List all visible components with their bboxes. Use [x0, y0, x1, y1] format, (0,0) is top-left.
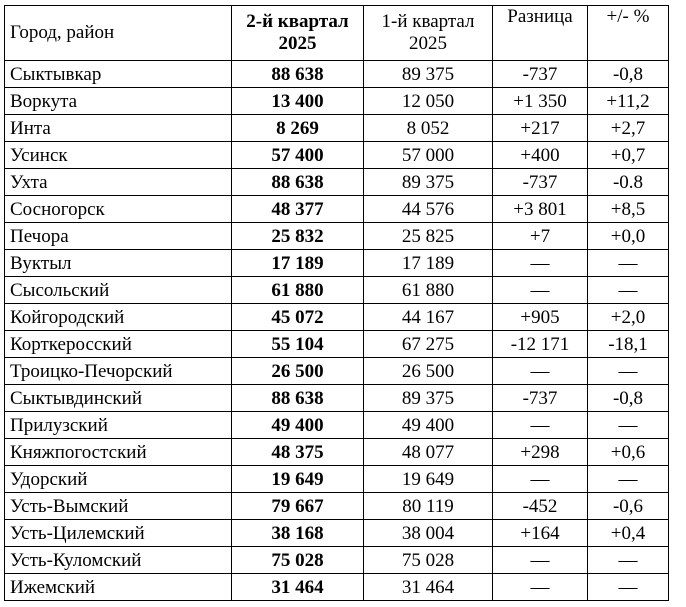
cell-q1: 38 004	[364, 520, 493, 547]
header-q1-line1: 1-й квартал	[381, 11, 475, 32]
cell-q1: 49 400	[364, 412, 493, 439]
cell-q2: 45 072	[232, 304, 364, 331]
cell-pct: —	[588, 412, 669, 439]
cell-city: Троицко-Печорский	[5, 358, 232, 385]
cell-pct: —	[588, 358, 669, 385]
cell-city: Сысольский	[5, 277, 232, 304]
cell-city: Усть-Куломский	[5, 547, 232, 574]
header-row	[5, 6, 669, 61]
cell-city: Воркута	[5, 88, 232, 115]
cell-q1: 75 028	[364, 547, 493, 574]
cell-q1: 31 464	[364, 574, 493, 601]
table-row	[5, 331, 669, 358]
table-row	[5, 385, 669, 412]
cell-q1: 19 649	[364, 466, 493, 493]
cell-q2: 48 377	[232, 196, 364, 223]
cell-city: Печора	[5, 223, 232, 250]
header-q2-line1: 2-й квартал	[246, 11, 349, 32]
cell-diff: —	[493, 466, 588, 493]
cell-q1: 61 880	[364, 277, 493, 304]
cell-q2: 88 638	[232, 385, 364, 412]
table-row	[5, 439, 669, 466]
cell-q1: 89 375	[364, 169, 493, 196]
table-row	[5, 88, 669, 115]
table-row	[5, 115, 669, 142]
cell-pct: +0,6	[588, 439, 669, 466]
data-table	[4, 5, 669, 601]
cell-pct: —	[588, 277, 669, 304]
cell-pct: -0.8	[588, 169, 669, 196]
cell-q2: 48 375	[232, 439, 364, 466]
cell-q1: 48 077	[364, 439, 493, 466]
cell-q2: 88 638	[232, 61, 364, 88]
cell-diff: -737	[493, 61, 588, 88]
cell-city: Вуктыл	[5, 250, 232, 277]
cell-diff: —	[493, 277, 588, 304]
cell-city: Сыктывдинский	[5, 385, 232, 412]
cell-city: Княжпогостский	[5, 439, 232, 466]
cell-q2: 26 500	[232, 358, 364, 385]
cell-diff: -737	[493, 169, 588, 196]
cell-q2: 38 168	[232, 520, 364, 547]
cell-q2: 55 104	[232, 331, 364, 358]
cell-q2: 17 189	[232, 250, 364, 277]
cell-q2: 79 667	[232, 493, 364, 520]
cell-diff: +164	[493, 520, 588, 547]
cell-diff: +7	[493, 223, 588, 250]
cell-pct: -0,8	[588, 61, 669, 88]
cell-city: Ижемский	[5, 574, 232, 601]
cell-city: Усинск	[5, 142, 232, 169]
table-row	[5, 169, 669, 196]
table-row	[5, 277, 669, 304]
cell-pct: +8,5	[588, 196, 669, 223]
cell-city: Ухта	[5, 169, 232, 196]
cell-q1: 89 375	[364, 385, 493, 412]
cell-q1: 12 050	[364, 88, 493, 115]
cell-pct: —	[588, 547, 669, 574]
header-q1	[364, 6, 493, 61]
cell-city: Сосногорск	[5, 196, 232, 223]
cell-pct: +0,0	[588, 223, 669, 250]
cell-city: Усть-Цилемский	[5, 520, 232, 547]
cell-q2: 31 464	[232, 574, 364, 601]
cell-diff: —	[493, 412, 588, 439]
cell-diff: —	[493, 250, 588, 277]
table-row	[5, 196, 669, 223]
cell-pct: -0,8	[588, 385, 669, 412]
cell-city: Усть-Вымский	[5, 493, 232, 520]
cell-q1: 44 167	[364, 304, 493, 331]
cell-diff: +3 801	[493, 196, 588, 223]
cell-q2: 25 832	[232, 223, 364, 250]
table-row	[5, 547, 669, 574]
table-row	[5, 142, 669, 169]
cell-diff: +217	[493, 115, 588, 142]
cell-pct: +2,0	[588, 304, 669, 331]
cell-city: Удорский	[5, 466, 232, 493]
cell-pct: +0,7	[588, 142, 669, 169]
cell-pct: +0,4	[588, 520, 669, 547]
cell-diff: +905	[493, 304, 588, 331]
cell-pct: -0,6	[588, 493, 669, 520]
cell-diff: -737	[493, 385, 588, 412]
cell-pct: +2,7	[588, 115, 669, 142]
cell-diff: —	[493, 574, 588, 601]
cell-q2: 13 400	[232, 88, 364, 115]
header-pct: +/- %	[588, 6, 669, 61]
table-row	[5, 250, 669, 277]
cell-city: Корткеросский	[5, 331, 232, 358]
cell-q1: 8 052	[364, 115, 493, 142]
cell-q1: 67 275	[364, 331, 493, 358]
header-diff: Разница	[493, 6, 588, 61]
cell-pct: +11,2	[588, 88, 669, 115]
cell-pct: —	[588, 574, 669, 601]
cell-diff: —	[493, 358, 588, 385]
cell-city: Сыктывкар	[5, 61, 232, 88]
cell-q2: 57 400	[232, 142, 364, 169]
header-q2	[232, 6, 364, 61]
cell-q2: 19 649	[232, 466, 364, 493]
table-row	[5, 574, 669, 601]
cell-city: Прилузский	[5, 412, 232, 439]
table-row	[5, 493, 669, 520]
cell-q1: 57 000	[364, 142, 493, 169]
cell-q1: 26 500	[364, 358, 493, 385]
cell-q2: 75 028	[232, 547, 364, 574]
cell-diff: -12 171	[493, 331, 588, 358]
header-city: Город, район	[5, 6, 232, 61]
cell-q1: 80 119	[364, 493, 493, 520]
cell-pct: —	[588, 466, 669, 493]
cell-q2: 61 880	[232, 277, 364, 304]
table-row	[5, 223, 669, 250]
cell-q2: 49 400	[232, 412, 364, 439]
table-row	[5, 466, 669, 493]
cell-pct: —	[588, 250, 669, 277]
cell-q1: 89 375	[364, 61, 493, 88]
table-row	[5, 61, 669, 88]
cell-q2: 88 638	[232, 169, 364, 196]
header-q2-line2: 2025	[278, 33, 317, 54]
cell-q1: 44 576	[364, 196, 493, 223]
cell-diff: —	[493, 547, 588, 574]
table-row	[5, 412, 669, 439]
cell-diff: +1 350	[493, 88, 588, 115]
cell-q1: 17 189	[364, 250, 493, 277]
cell-city: Койгородский	[5, 304, 232, 331]
cell-diff: +298	[493, 439, 588, 466]
cell-q1: 25 825	[364, 223, 493, 250]
header-q1-line2: 2025	[409, 33, 447, 54]
cell-diff: +400	[493, 142, 588, 169]
cell-pct: -18,1	[588, 331, 669, 358]
table-row	[5, 358, 669, 385]
cell-q2: 8 269	[232, 115, 364, 142]
cell-diff: -452	[493, 493, 588, 520]
table-row	[5, 520, 669, 547]
cell-city: Инта	[5, 115, 232, 142]
table-row	[5, 304, 669, 331]
table-body	[5, 61, 669, 601]
